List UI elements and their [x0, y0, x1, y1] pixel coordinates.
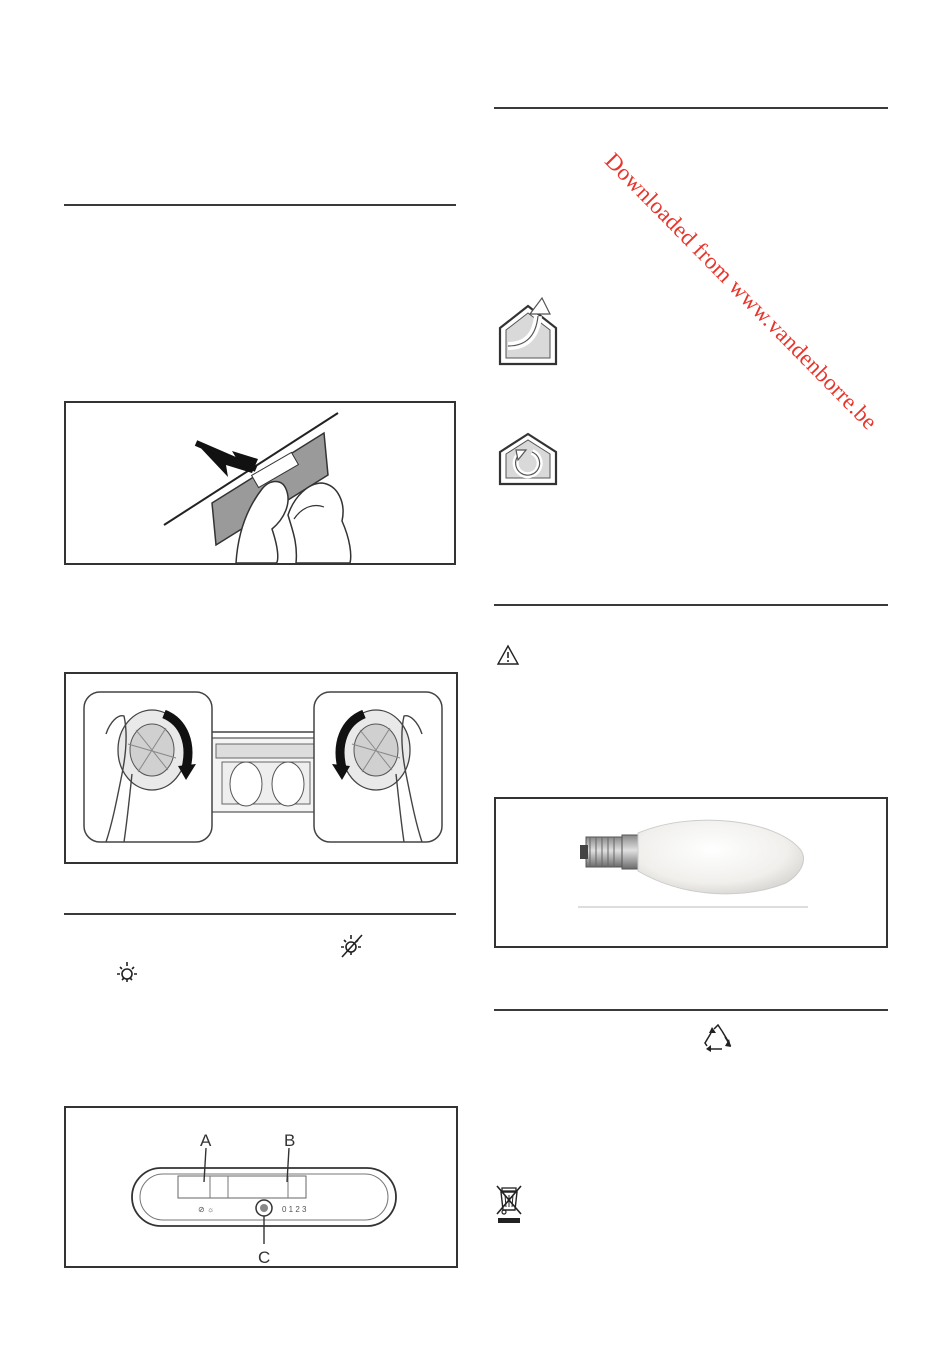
recycle-icon [703, 1024, 733, 1052]
figure-led-bulb [494, 797, 888, 948]
svg-text:⊘ ☼: ⊘ ☼ [198, 1205, 215, 1214]
section-rule-left-1 [64, 204, 456, 206]
light-on-icon [112, 957, 142, 987]
house-ducted-extraction-icon [496, 296, 560, 368]
panel-speed-marks: 0 1 2 3 [282, 1205, 307, 1214]
section-rule-right-3 [494, 1009, 888, 1011]
warning-triangle-icon [496, 644, 520, 666]
section-rule-right-2 [494, 604, 888, 606]
house-recirculation-icon [496, 430, 560, 486]
light-off-icon [336, 930, 366, 960]
label-c: C [258, 1248, 271, 1266]
label-b: B [284, 1131, 296, 1150]
figure-control-panel [64, 1106, 458, 1268]
crossed-out-wheelie-bin-icon [494, 1182, 524, 1224]
watermark: Downloaded from www.vandenborre.be [600, 148, 883, 435]
section-rule-left-2 [64, 913, 456, 915]
label-a: A [200, 1131, 212, 1150]
figure-filter-release [64, 401, 456, 565]
section-rule-right-1 [494, 107, 888, 109]
figure-carbon-filter-removal [64, 672, 458, 864]
